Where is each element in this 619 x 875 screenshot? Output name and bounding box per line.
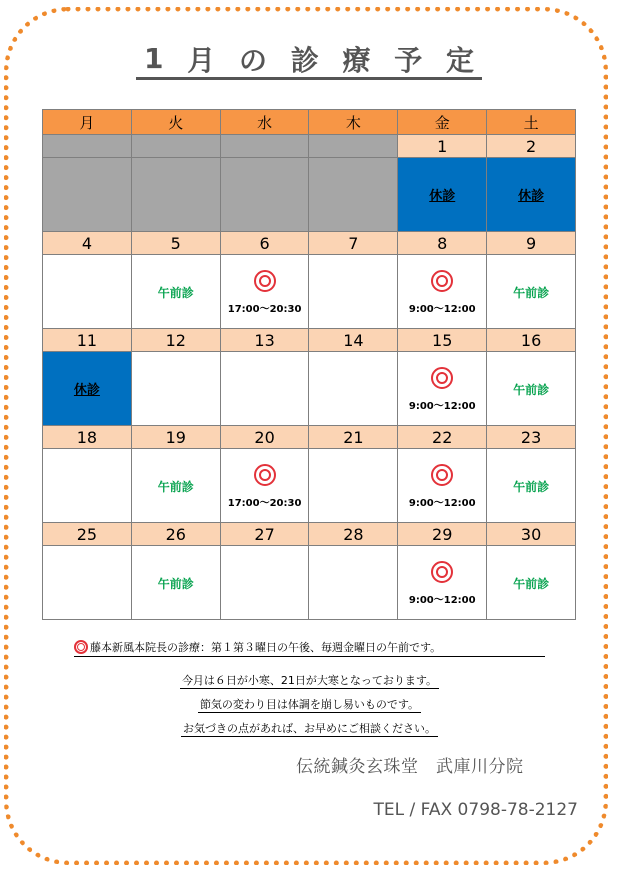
date-number: 30 — [487, 522, 576, 545]
date-number: 12 — [131, 328, 220, 351]
clinic-name: 伝統鍼灸玄珠堂 武庫川分院 — [296, 757, 524, 777]
schedule-calendar — [42, 109, 576, 620]
closed-label: 休診 — [518, 189, 545, 205]
closed-day-cell — [398, 158, 487, 232]
date-number: 16 — [487, 328, 576, 351]
morning-label: 午前診 — [157, 286, 194, 301]
title-char: 予 — [394, 43, 423, 77]
date-number: 28 — [309, 522, 398, 545]
title-char: の — [238, 43, 267, 77]
empty-day-cell — [309, 546, 398, 620]
clinic-hours: 9:00～12:00 — [408, 401, 476, 413]
date-number: 7 — [309, 231, 398, 254]
date-number: 11 — [43, 328, 132, 351]
closed-day-cell — [43, 352, 132, 426]
weekday-thu: 木 — [309, 110, 398, 135]
director-mark-group — [398, 559, 486, 606]
weekday-fri: 金 — [398, 110, 487, 135]
director-clinic-cell — [220, 255, 309, 329]
date-number: 15 — [398, 328, 487, 351]
double-circle-icon — [431, 367, 453, 389]
date-number — [309, 135, 398, 158]
clinic-hours: 9:00～12:00 — [408, 595, 476, 607]
empty-day-cell — [43, 255, 132, 329]
tel-fax: TEL / FAX 0798-78-2127 — [373, 800, 578, 820]
morning-clinic-cell — [487, 352, 576, 426]
morning-clinic-cell — [131, 546, 220, 620]
message-line — [0, 696, 619, 712]
date-number: 27 — [220, 522, 309, 545]
morning-clinic-cell — [487, 255, 576, 329]
closed-label: 休診 — [73, 383, 100, 399]
date-row — [43, 328, 576, 351]
director-mark-group — [221, 268, 309, 315]
message-text: お気づきの点があれば、お早めにご相談ください。 — [183, 722, 436, 735]
weekday-wed: 水 — [220, 110, 309, 135]
date-number: 25 — [43, 522, 132, 545]
empty-day-cell — [131, 352, 220, 426]
date-number: 5 — [131, 231, 220, 254]
double-circle-icon — [431, 464, 453, 486]
message-line — [0, 720, 619, 736]
date-number: 1 — [398, 135, 487, 158]
director-mark-group — [398, 365, 486, 412]
director-mark-group — [398, 268, 486, 315]
date-number: 14 — [309, 328, 398, 351]
calendar-body — [43, 135, 576, 620]
date-number: 4 — [43, 231, 132, 254]
schedule-row — [43, 449, 576, 523]
empty-day-cell — [220, 546, 309, 620]
date-number: 9 — [487, 231, 576, 254]
morning-clinic-cell — [487, 546, 576, 620]
date-row — [43, 522, 576, 545]
unused-day-cell — [43, 158, 132, 232]
director-clinic-cell — [220, 449, 309, 523]
morning-clinic-cell — [487, 449, 576, 523]
date-number — [43, 135, 132, 158]
unused-day-cell — [220, 158, 309, 232]
unused-day-cell — [131, 158, 220, 232]
weekday-tue: 火 — [131, 110, 220, 135]
closed-day-cell — [487, 158, 576, 232]
title-char: 定 — [445, 43, 474, 77]
clinic-hours: 9:00～12:00 — [408, 498, 476, 510]
schedule-row — [43, 255, 576, 329]
title-char: 療 — [342, 43, 371, 77]
title-char: 月 — [187, 43, 216, 77]
date-row — [43, 231, 576, 254]
double-circle-icon — [431, 270, 453, 292]
date-number: 2 — [487, 135, 576, 158]
schedule-row — [43, 352, 576, 426]
director-note — [74, 638, 545, 657]
clinic-hours: 17:00～20:30 — [227, 304, 302, 316]
unused-day-cell — [309, 158, 398, 232]
empty-day-cell — [43, 449, 132, 523]
weekday-header-row — [43, 110, 576, 135]
message-text: 節気の変わり目は体調を崩し易いものです。 — [199, 698, 420, 711]
date-number: 13 — [220, 328, 309, 351]
date-row — [43, 425, 576, 448]
empty-day-cell — [309, 449, 398, 523]
closed-label: 休診 — [429, 189, 456, 205]
empty-day-cell — [309, 255, 398, 329]
date-number: 29 — [398, 522, 487, 545]
double-circle-icon — [431, 561, 453, 583]
double-circle-icon — [74, 640, 88, 654]
title-char: 1 — [144, 42, 164, 75]
date-number: 6 — [220, 231, 309, 254]
director-mark-group — [398, 462, 486, 509]
morning-clinic-cell — [131, 449, 220, 523]
empty-day-cell — [43, 546, 132, 620]
morning-label: 午前診 — [513, 383, 550, 398]
morning-label: 午前診 — [513, 286, 550, 301]
double-circle-icon — [254, 270, 276, 292]
date-number: 26 — [131, 522, 220, 545]
message-line — [0, 672, 619, 688]
page-title — [136, 40, 482, 80]
director-clinic-cell — [398, 352, 487, 426]
morning-clinic-cell — [131, 255, 220, 329]
morning-label: 午前診 — [157, 577, 194, 592]
empty-day-cell — [309, 352, 398, 426]
director-mark-group — [221, 462, 309, 509]
date-number: 23 — [487, 425, 576, 448]
date-number: 18 — [43, 425, 132, 448]
empty-day-cell — [220, 352, 309, 426]
weekday-sat: 土 — [487, 110, 576, 135]
director-clinic-cell — [398, 546, 487, 620]
date-number — [131, 135, 220, 158]
double-circle-icon — [254, 464, 276, 486]
director-clinic-cell — [398, 449, 487, 523]
date-number: 21 — [309, 425, 398, 448]
director-clinic-cell — [398, 255, 487, 329]
schedule-row — [43, 158, 576, 232]
date-row — [43, 135, 576, 158]
weekday-mon: 月 — [43, 110, 132, 135]
director-note-text: 藤本新風本院長の診療：第１第３曜日の午後、毎週金曜日の午前です。 — [90, 641, 442, 654]
clinic-hours: 9:00～12:00 — [408, 304, 476, 316]
schedule-row — [43, 546, 576, 620]
morning-label: 午前診 — [513, 480, 550, 495]
title-char: 診 — [290, 43, 319, 77]
date-number: 20 — [220, 425, 309, 448]
morning-label: 午前診 — [513, 577, 550, 592]
date-number — [220, 135, 309, 158]
clinic-hours: 17:00～20:30 — [227, 498, 302, 510]
date-number: 22 — [398, 425, 487, 448]
morning-label: 午前診 — [157, 480, 194, 495]
message-text: 今月は６日が小寒、21日が大寒となっております。 — [181, 674, 438, 687]
date-number: 8 — [398, 231, 487, 254]
date-number: 19 — [131, 425, 220, 448]
